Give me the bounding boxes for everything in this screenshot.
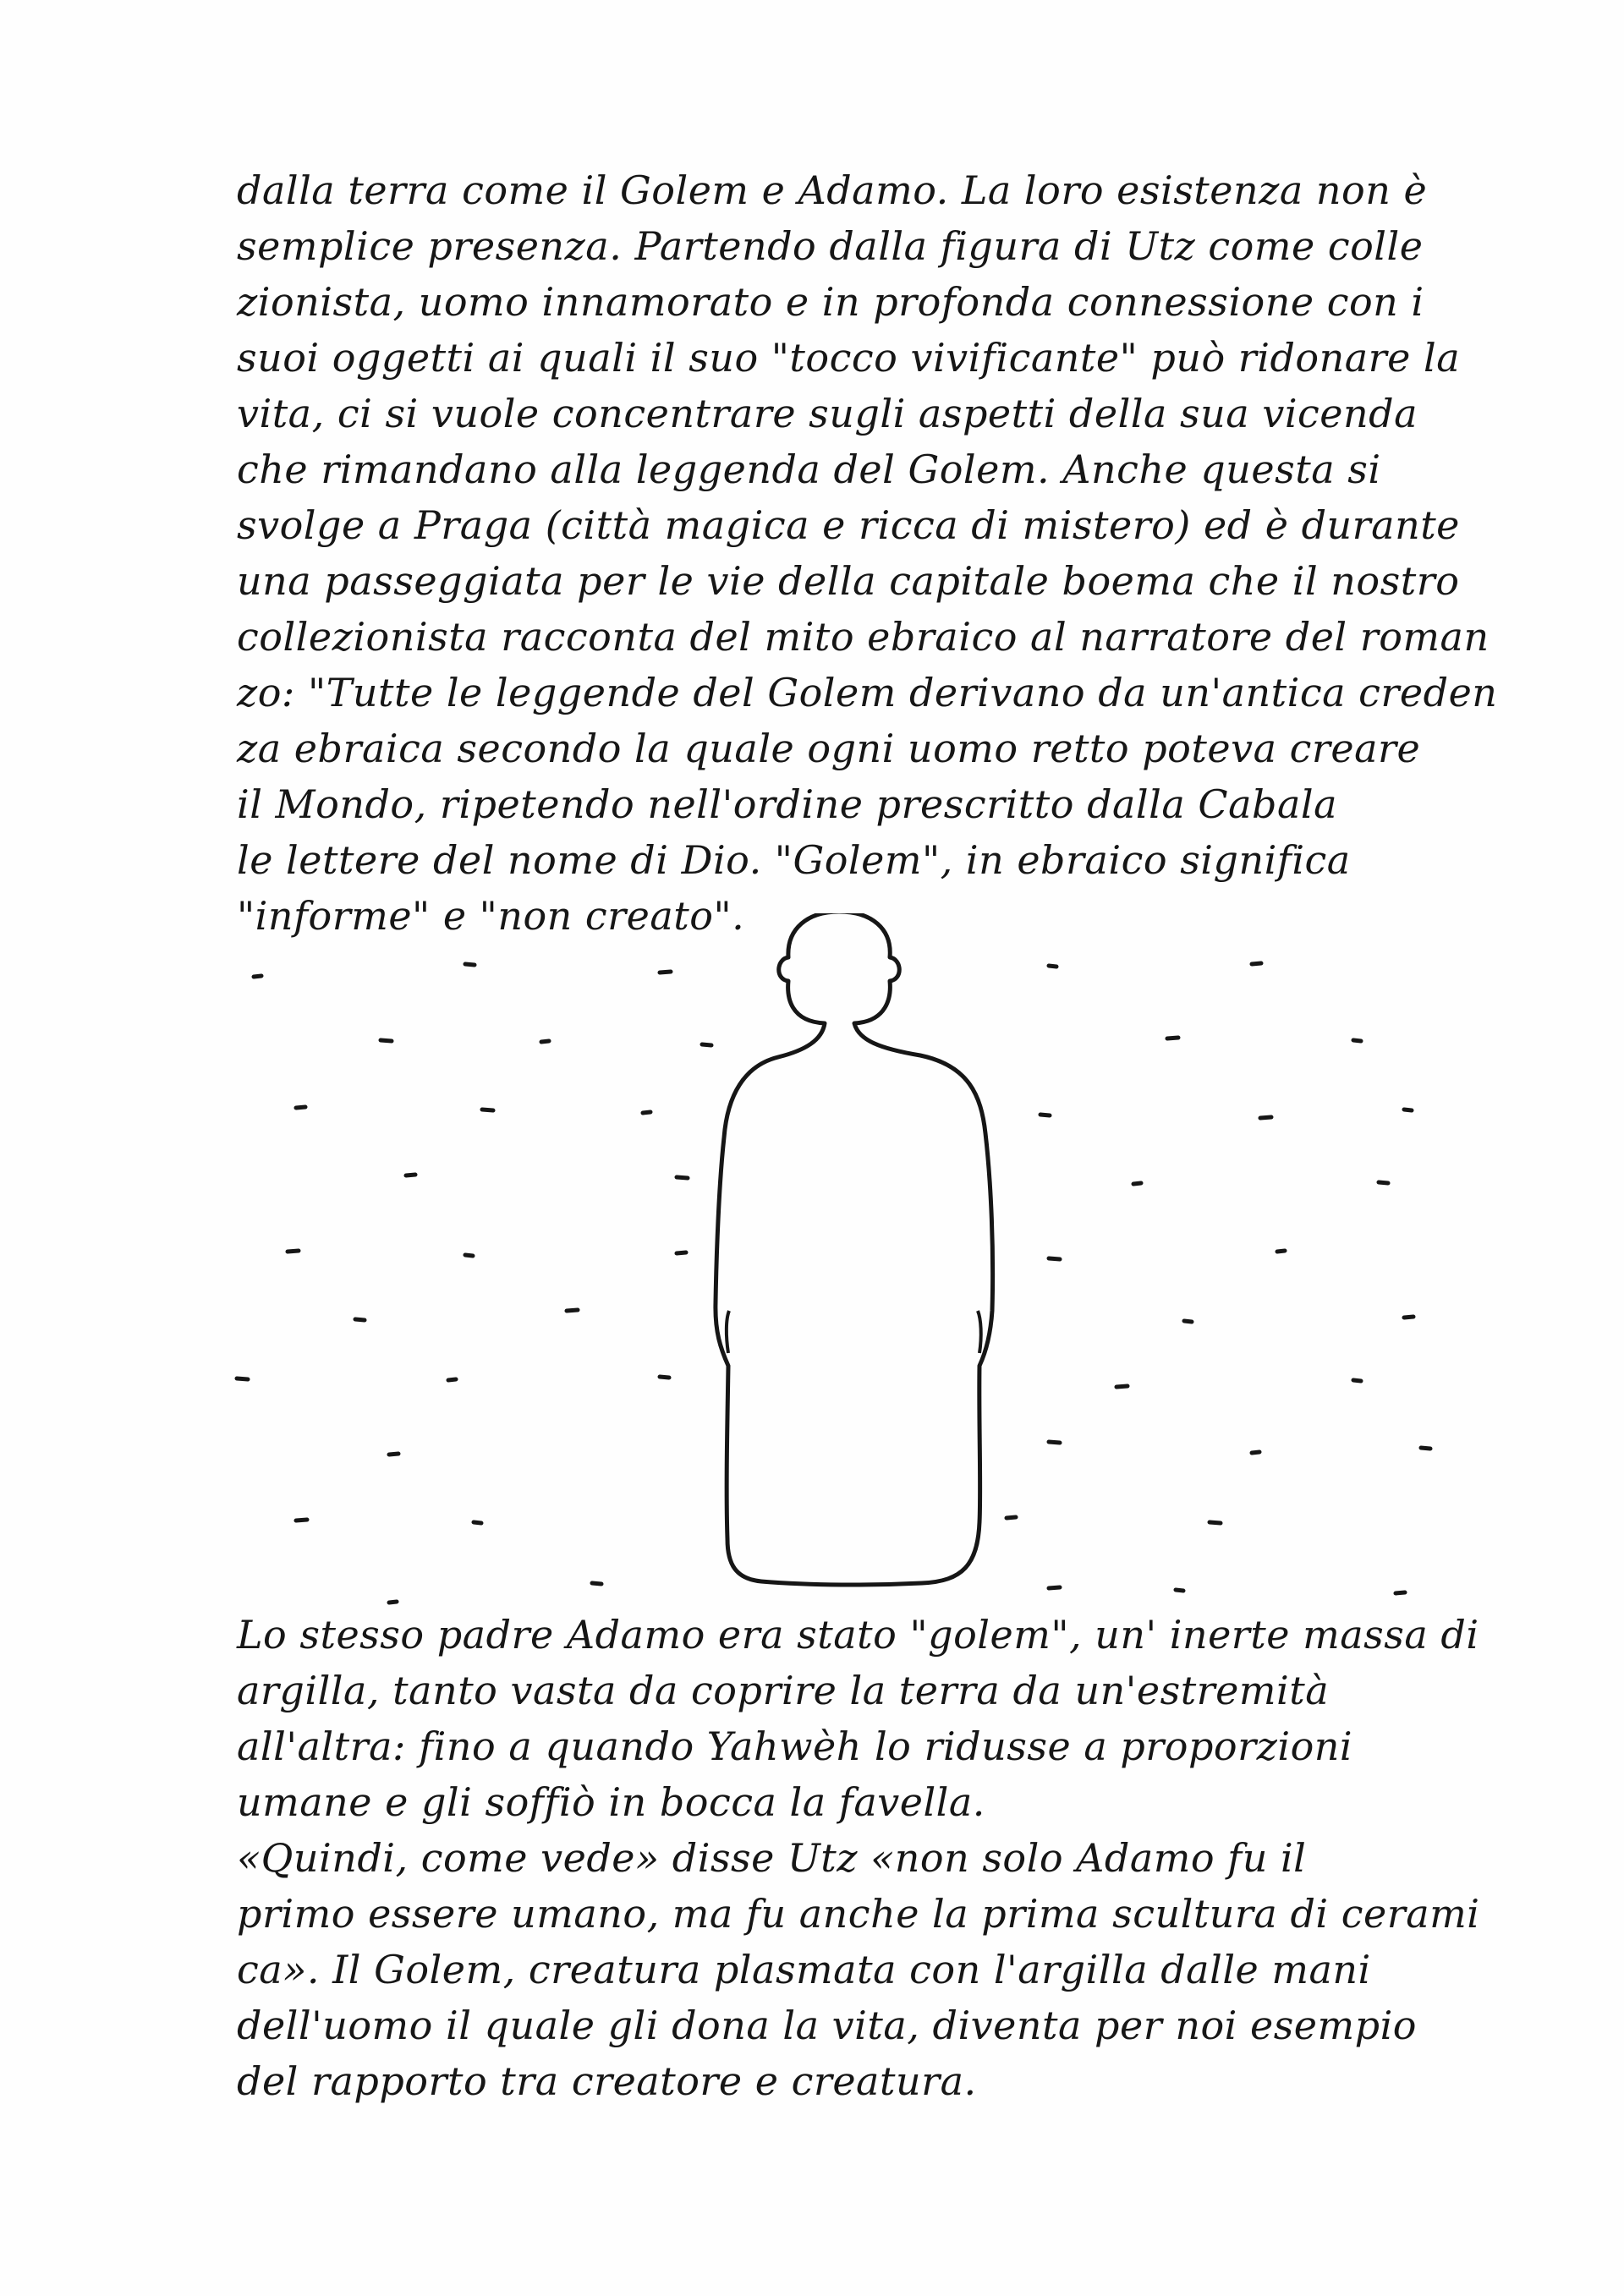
clay-dust-marks bbox=[237, 963, 1430, 1603]
text-line: che rimandano alla leggenda del Golem. Anche questa si bbox=[237, 447, 1381, 492]
dust-mark bbox=[1049, 966, 1056, 967]
text-line: dalla terra come il Golem e Adamo. La loro esistenza non è bbox=[237, 167, 1428, 213]
golem-silhouette-icon bbox=[716, 913, 993, 1585]
paragraph-bottom bbox=[237, 1607, 1480, 2109]
dust-mark bbox=[465, 1255, 473, 1256]
dust-mark bbox=[1049, 1258, 1060, 1259]
text-line: il Mondo, ripetendo nell'ordine prescritto dalla Cabala bbox=[237, 781, 1338, 827]
text-line: dell'uomo il quale gli dona la vita, diventa per noi esempio bbox=[237, 2003, 1417, 2048]
dust-mark bbox=[1421, 1448, 1430, 1449]
text-line: vita, ci si vuole concentrare sugli aspetti della sua vicenda bbox=[237, 391, 1418, 436]
text-line: svolge a Praga (città magica e ricca di mistero) ed è durante bbox=[237, 502, 1460, 548]
dust-mark bbox=[677, 1252, 686, 1253]
text-line: zionista, uomo innamorato e in profonda connessione con i bbox=[237, 279, 1424, 325]
dust-mark bbox=[474, 1522, 481, 1523]
dust-mark bbox=[448, 1379, 456, 1380]
dust-mark bbox=[389, 1602, 397, 1603]
dust-mark bbox=[643, 1112, 650, 1113]
dust-mark bbox=[1210, 1522, 1221, 1523]
dust-mark bbox=[1049, 1587, 1060, 1588]
text-line: all'altra: fino a quando Yahwèh lo ridusse a proporzioni bbox=[237, 1723, 1353, 1769]
text-line: semplice presenza. Partendo dalla figura di Utz come colle bbox=[237, 223, 1424, 269]
dust-mark bbox=[1277, 1251, 1285, 1252]
dust-mark bbox=[381, 1040, 392, 1041]
dust-mark bbox=[355, 1319, 365, 1320]
illustration-svg bbox=[203, 913, 1455, 1607]
dust-mark bbox=[1007, 1517, 1016, 1518]
dust-mark bbox=[660, 972, 671, 973]
dust-mark bbox=[237, 1378, 248, 1379]
dust-mark bbox=[288, 1251, 299, 1252]
dust-mark bbox=[1252, 963, 1261, 964]
dust-mark bbox=[296, 1107, 305, 1108]
dust-mark bbox=[1353, 1380, 1361, 1381]
dust-mark bbox=[677, 1177, 688, 1178]
text-line: collezionista racconta del mito ebraico al narratore del roman bbox=[237, 614, 1490, 660]
text-line: primo essere umano, ma fu anche la prima scultura di cerami bbox=[237, 1891, 1480, 1937]
text-line: suoi oggetti ai quali il suo "tocco vivificante" può ridonare la bbox=[237, 335, 1461, 381]
dust-mark bbox=[1404, 1317, 1413, 1318]
text-line: ca». Il Golem, creatura plasmata con l'argilla dalle mani bbox=[237, 1947, 1371, 1992]
illustration bbox=[203, 913, 1455, 1607]
text-line: Lo stesso padre Adamo era stato "golem", un' inerte massa di bbox=[237, 1612, 1479, 1658]
dust-mark bbox=[1260, 1117, 1271, 1118]
dust-mark bbox=[1116, 1386, 1127, 1387]
text-line: umane e gli soffiò in bocca la favella. bbox=[237, 1779, 985, 1825]
text-line: "informe" e "non creato". bbox=[237, 893, 745, 939]
left-arm-line bbox=[727, 1311, 729, 1353]
dust-mark bbox=[296, 1520, 307, 1521]
dust-mark bbox=[567, 1310, 578, 1311]
dust-mark bbox=[465, 964, 475, 965]
dust-mark bbox=[1133, 1183, 1141, 1184]
dust-mark bbox=[254, 976, 261, 977]
right-arm-line bbox=[978, 1311, 981, 1353]
dust-mark bbox=[1396, 1592, 1405, 1593]
dust-mark bbox=[389, 1454, 398, 1455]
text-line: zo: "Tutte le leggende del Golem derivano da un'antica creden bbox=[237, 670, 1498, 715]
dust-mark bbox=[592, 1583, 601, 1584]
dust-mark bbox=[1379, 1182, 1388, 1183]
text-line: del rapporto tra creatore e creatura. bbox=[237, 2058, 977, 2104]
dust-mark bbox=[702, 1044, 711, 1045]
text-line: le lettere del nome di Dio. "Golem", in ebraico significa bbox=[237, 837, 1351, 883]
dust-mark bbox=[1252, 1452, 1259, 1453]
dust-mark bbox=[660, 1377, 669, 1378]
dust-mark bbox=[1049, 1442, 1060, 1443]
text-line: za ebraica secondo la quale ogni uomo retto poteva creare bbox=[237, 726, 1421, 771]
text-line: argilla, tanto vasta da coprire la terra da un'estremità bbox=[237, 1668, 1330, 1713]
dust-mark bbox=[1176, 1590, 1183, 1591]
text-line: «Quindi, come vede» disse Utz «non solo Adamo fu il bbox=[237, 1835, 1307, 1881]
paragraph-top bbox=[237, 162, 1498, 944]
dust-mark bbox=[1184, 1321, 1192, 1322]
dust-mark bbox=[1353, 1040, 1361, 1041]
dust-mark bbox=[541, 1041, 549, 1042]
text-line: una passeggiata per le vie della capitale boema che il nostro bbox=[237, 558, 1460, 604]
